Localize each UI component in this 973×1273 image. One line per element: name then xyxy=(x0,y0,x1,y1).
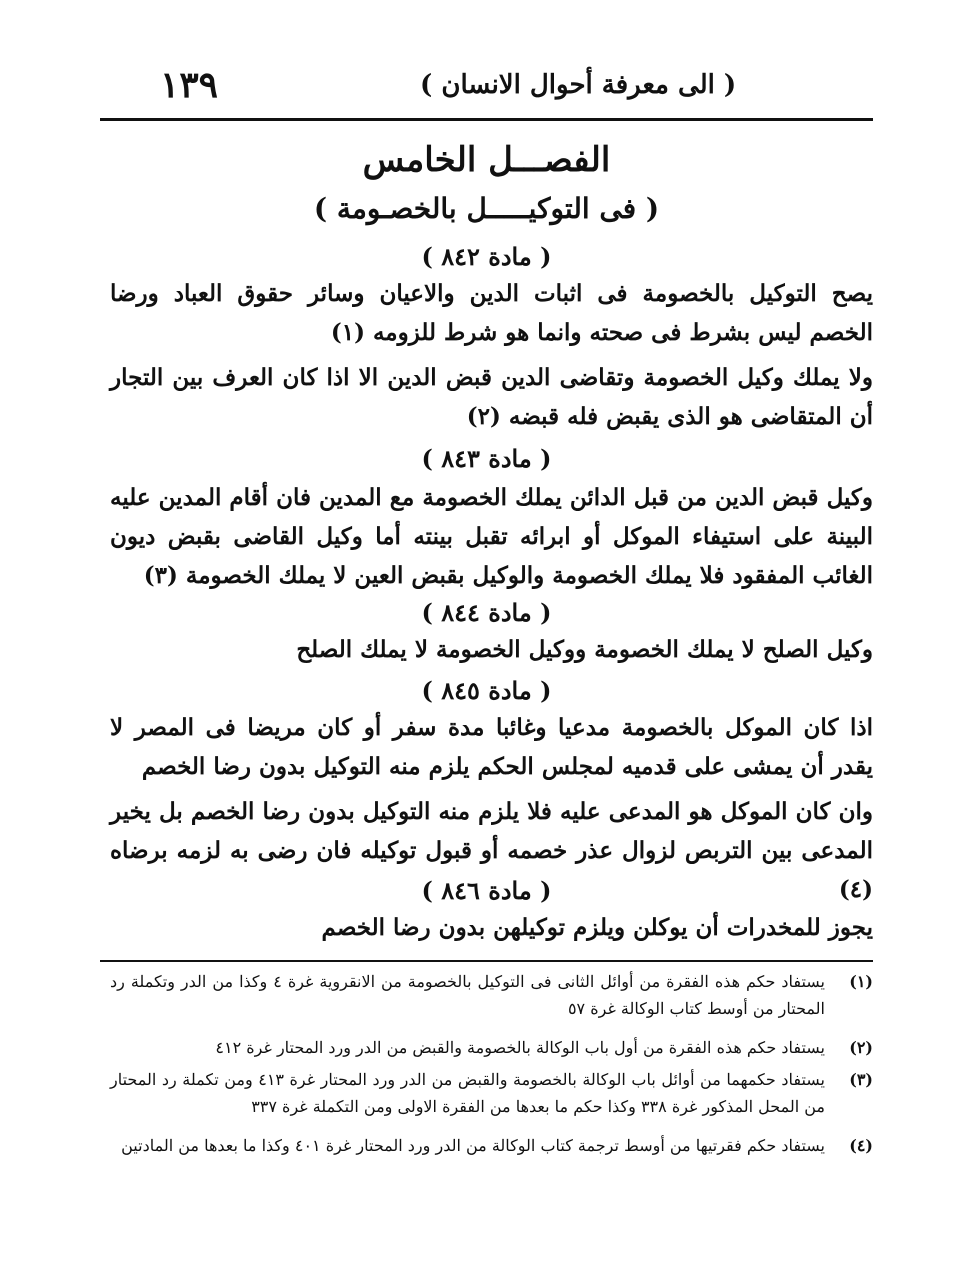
header-rule xyxy=(100,118,873,121)
article-paragraph: وان كان الموكل هو المدعى عليه فلا يلزم منه التوكيل بدون رضا الخصم بل يخير المدعى بين التربص لزوال عذر خصمه أو قبول توكيله فان رضى به لزمه برضاه (٤) xyxy=(110,798,873,903)
footnote-text: يستفاد حكم هذه الفقرة من أول باب الوكالة بالخصومة والقبض من الدر ورد المحتار غرة ٤١٢ xyxy=(215,1038,825,1057)
running-title: ( الى معرفة أحوال الانسان ) xyxy=(420,70,737,100)
article-title: ( مادة ٨٤٤ ) xyxy=(421,598,552,627)
section-title: ( فى التوكيـــــل بالخصـومة ) xyxy=(313,192,660,225)
page-header xyxy=(100,62,873,116)
article-paragraph: ولا يملك وكيل الخصومة وتقاضى الدين قبض الدين الا اذا كان العرف بين التجار أن المتقاضى هو الذى يقبض فله قبضه (٢) xyxy=(110,364,873,430)
article-paragraph: اذا كان الموكل بالخصومة مدعيا وغائبا مدة سفر أو كان مريضا فى المصر لا يقدر أن يمشى على قدميه لمجلس الحكم يلزم منه التوكيل بدون رضا الخصم xyxy=(110,714,873,780)
footnote-text: يستفاد حكمهما من أوائل باب الوكالة بالخصومة والقبض من الدر ورد المحتار غرة ٤١٣ ومن تكملة رد المحتار من المحل المذكور غرة ٣٣٨ وكذا حكم ما بعدها من الفقرة الاولى ومن التكملة غرة ٣٣٧ xyxy=(110,1070,826,1116)
footnote-marker: (٣) xyxy=(849,1070,873,1089)
footnote-marker: (١) xyxy=(849,972,873,991)
footnote-text: يستفاد حكم فقرتيها من أوسط ترجمة كتاب الوكالة من الدر ورد المحتار غرة ٤٠١ وكذا ما بعدها من المادتين xyxy=(121,1136,825,1155)
footnotes-rule xyxy=(100,960,873,962)
footnote-text: يستفاد حكم هذه الفقرة من أوائل الثانى فى التوكيل بالخصومة من الانقروية غرة ٤ وكذا من الدر وتكملة رد المحتار من أوسط كتاب الوكالة غرة ٥٧ xyxy=(110,972,826,1018)
footnote xyxy=(110,1132,873,1159)
article-title: ( مادة ٨٤٥ ) xyxy=(421,676,552,705)
article-paragraph: وكيل قبض الدين من قبل الدائن يملك الخصومة مع المدين فان أقام المدين عليه البينة على استيفاء الموكل أو ابرائه تقبل بينته أما وكيل القاضى بقبض ديون الغائب المفقود فلا يملك الخصومة والوكيل بقبض العين لا يملك الخصومة (٣) xyxy=(110,484,873,589)
footnote xyxy=(110,1034,873,1061)
footnote-marker: (٢) xyxy=(849,1038,873,1057)
page-number: ١٣٩ xyxy=(160,64,219,106)
footnote-marker: (٤) xyxy=(849,1136,873,1155)
article-title: ( مادة ٨٤٣ ) xyxy=(421,444,552,473)
footnote xyxy=(110,1066,873,1120)
article-title: ( مادة ٨٤٦ ) xyxy=(421,876,552,905)
article-title: ( مادة ٨٤٢ ) xyxy=(421,242,552,271)
article-paragraph: وكيل الصلح لا يملك الخصومة ووكيل الخصومة لا يملك الصلح xyxy=(296,636,873,663)
chapter-title: الفصـــل الخامس xyxy=(362,140,611,180)
article-paragraph: يصح التوكيل بالخصومة فى اثبات الدين والاعيان وسائر حقوق العباد ورضا الخصم ليس بشرط فى صحته وانما هو شرط للزومه (١) xyxy=(110,280,873,346)
article-paragraph: يجوز للمخدرات أن يوكلن ويلزم توكيلهن بدون رضا الخصم xyxy=(321,914,873,941)
footnote xyxy=(110,968,873,1022)
